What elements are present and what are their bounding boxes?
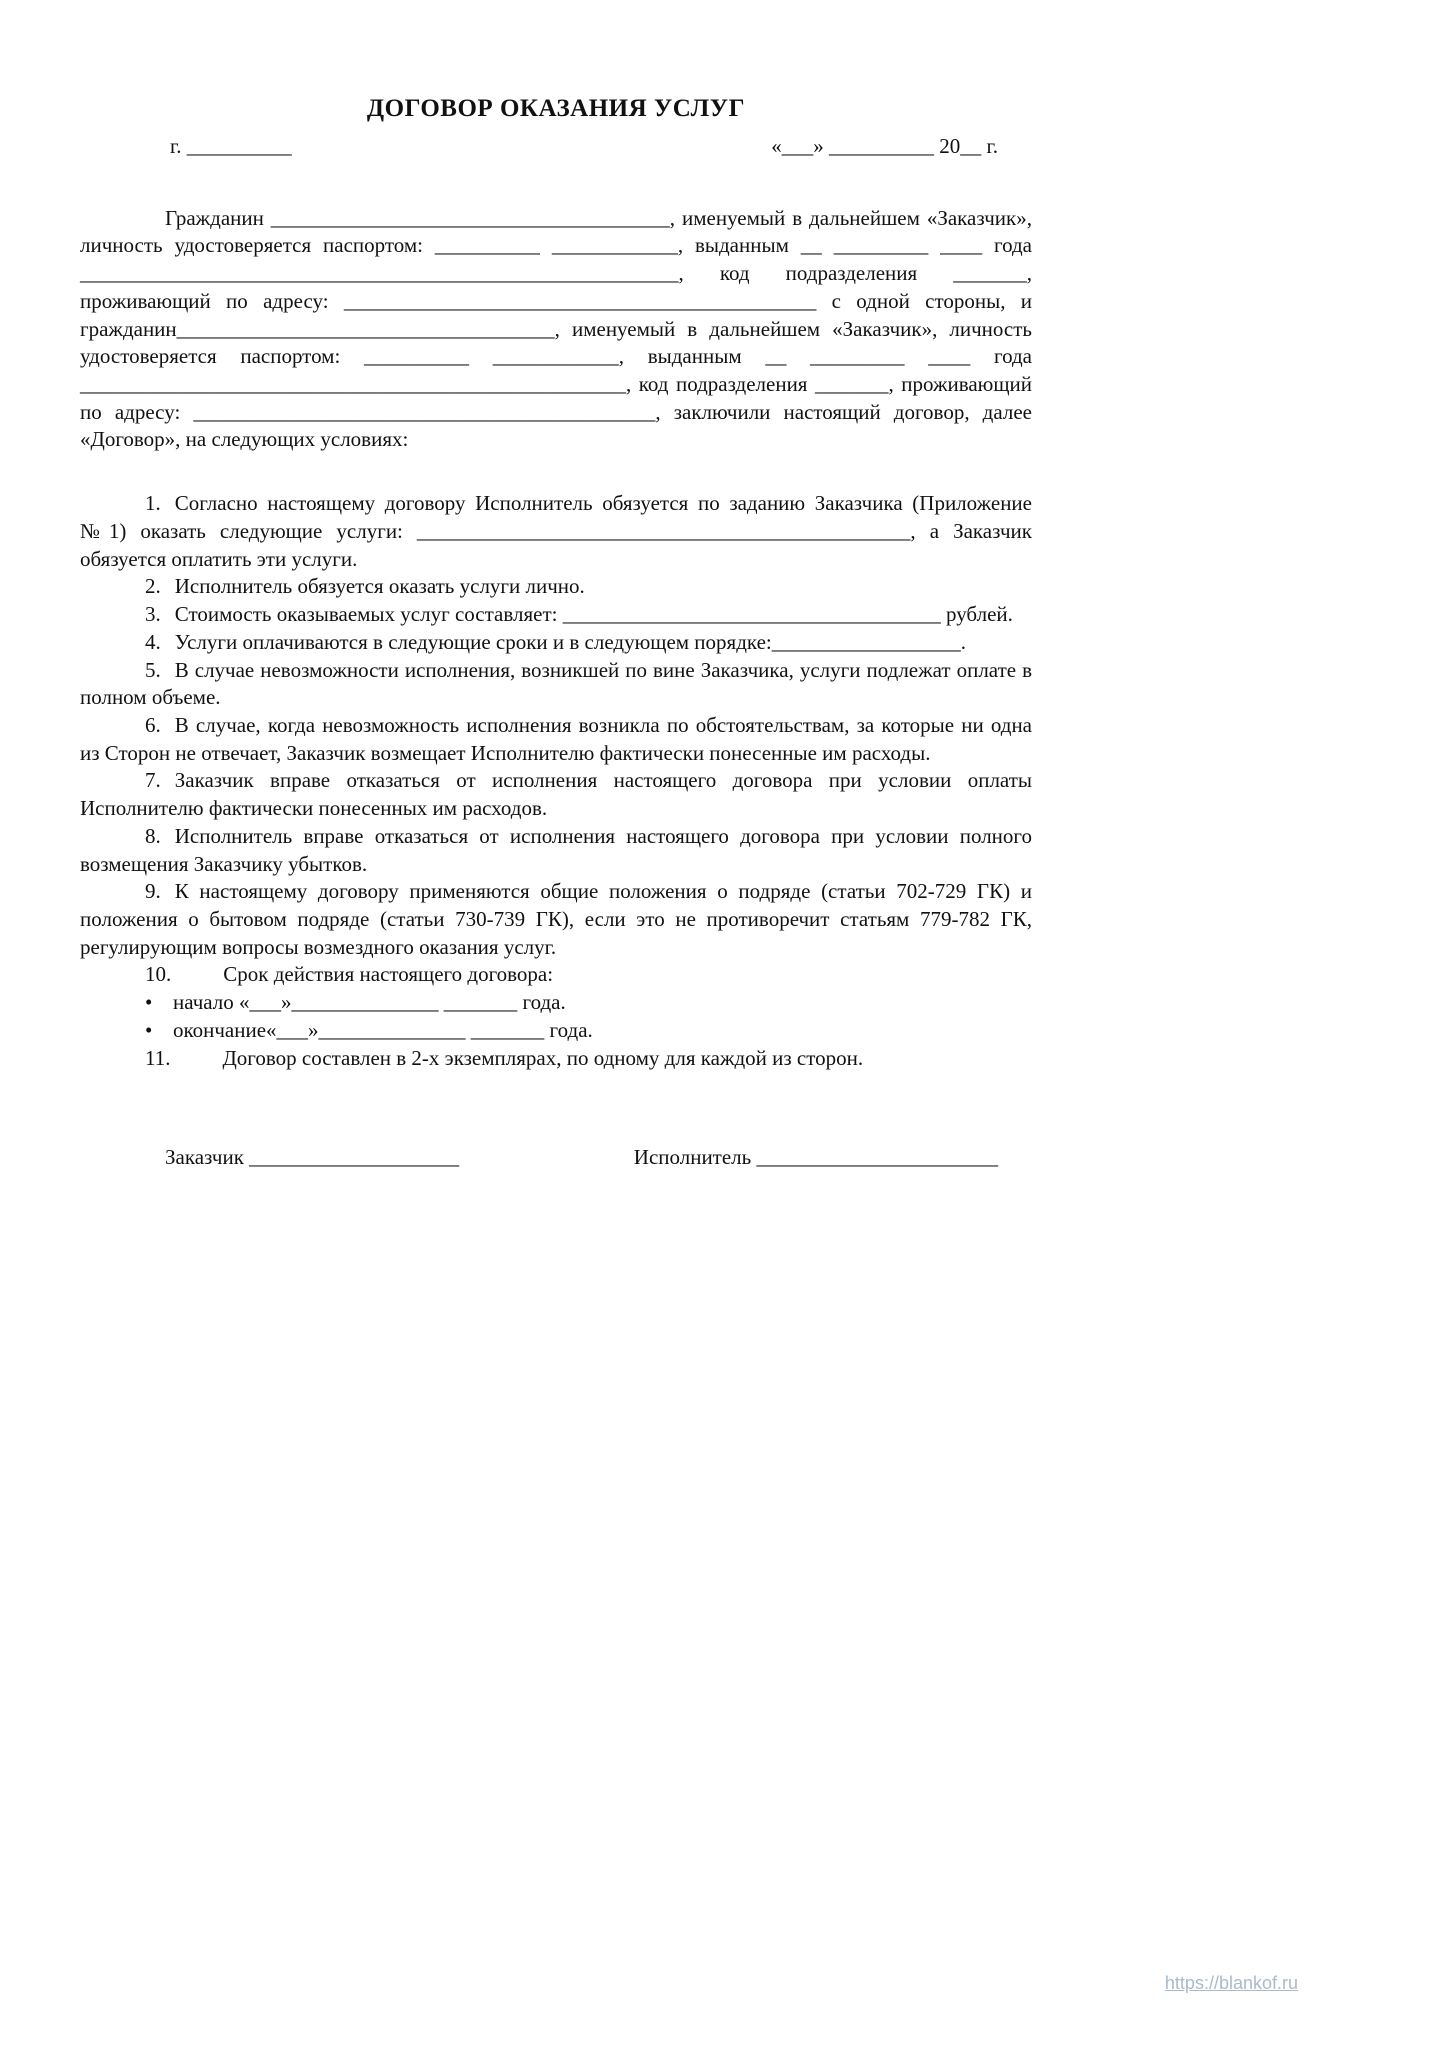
clause-1-text: Согласно настоящему договору Исполнитель обязуется по заданию Заказчика (Приложение №1) оказать следующие услуги: _______________________________________________, а Заказчик обязуется оплатить эти услуги.: [80, 491, 1032, 571]
clause-10: [80, 961, 1032, 989]
date-blank-line: «___» __________ 20__ г.: [771, 134, 998, 158]
clause-4-number: 4.: [145, 629, 161, 654]
clause-7-text: Заказчик вправе отказаться от исполнения настоящего договора при условии оплаты Исполнителю фактически понесенных им расходов.: [80, 768, 1032, 821]
contractor-signature-line: Исполнитель _______________________: [633, 1145, 998, 1170]
clause-8-text: Исполнитель вправе отказаться от исполнения настоящего договора при условии полного возмещения Заказчику убытков.: [80, 823, 1032, 876]
clause-11-text: Договор составлен в 2-х экземплярах, по одному для каждой из сторон.: [222, 1045, 864, 1070]
city-date-row: [80, 133, 1032, 161]
clause-6: [80, 712, 1032, 767]
clause-2: [80, 573, 1032, 601]
clause-1: [80, 490, 1032, 573]
signature-row: [80, 1144, 1032, 1172]
clause-6-number: 6.: [145, 712, 161, 737]
clause-8-number: 8.: [145, 823, 161, 848]
term-start-bullet: [145, 989, 1032, 1017]
clause-10-text: Срок действия настоящего договора:: [223, 962, 554, 987]
clause-5: [80, 657, 1032, 712]
clause-3-text: Стоимость оказываемых услуг составляет: ____________________________________ рублей.: [174, 602, 1013, 627]
clause-5-text: В случае невозможности исполнения, возникшей по вине Заказчика, услуги подлежат оплате в полном объеме.: [80, 657, 1032, 710]
clause-7-number: 7.: [145, 768, 161, 793]
clause-3: [80, 601, 1032, 629]
clause-4-text: Услуги оплачиваются в следующие сроки и в следующем порядке:__________________.: [174, 629, 966, 654]
customer-signature-line: Заказчик ____________________: [165, 1145, 460, 1170]
clause-6-text: В случае, когда невозможность исполнения возникла по обстоятельствам, за которые ни одна из Сторон не отвечает, Заказчик возмещает Исполнителю фактически понесенные им расходы.: [80, 712, 1032, 765]
document-content: [80, 92, 1032, 1172]
clause-5-number: 5.: [145, 657, 161, 682]
bullet-icon: •: [145, 990, 153, 1015]
clause-2-text: Исполнитель обязуется оказать услуги лично.: [174, 574, 585, 599]
clause-11-number: 11.: [145, 1045, 171, 1070]
clause-11: [80, 1045, 1032, 1073]
term-end-text: окончание«___»______________ _______ года.: [173, 1017, 593, 1042]
bullet-icon: •: [145, 1017, 153, 1042]
clause-8: [80, 823, 1032, 878]
city-blank-line: г. __________: [170, 134, 292, 158]
preamble-paragraph: Гражданин ______________________________________, именуемый в дальнейшем «Заказчик», личность удостоверяется паспортом: __________ ____________, выданным __ _________ ____ года _________________________________________________________, код подразделения _______, проживающий по адресу: _____________________________________________ с одной стороны, и гражданин____________________________________, именуемый в дальнейшем «Заказчик», личность удостоверяется паспортом: __________ ____________, выданным __ _________ ____ года ____________________________________________________, код подразделения _______, проживающий по адресу: ____________________________________________, заключили настоящий договор, далее «Договор», на следующих условиях:: [80, 205, 1032, 452]
document-title: ДОГОВОР ОКАЗАНИЯ УСЛУГ: [366, 95, 746, 122]
clause-4: [80, 629, 1032, 657]
clause-9: [80, 878, 1032, 961]
clause-10-number: 10.: [145, 962, 172, 987]
clause-9-text: К настоящему договору применяются общие положения о подряде (статьи 702-729 ГК) и положения о бытовом подряде (статьи 730-739 ГК), если это не противоречит статьям 779-782 ГК, регулирующим вопросы возмездного оказания услуг.: [80, 879, 1032, 959]
source-site-link[interactable]: https://blankof.ru: [1164, 1973, 1298, 1994]
term-start-text: начало «___»______________ _______ года.: [173, 990, 566, 1015]
clause-9-number: 9.: [145, 879, 161, 904]
term-end-bullet: [145, 1017, 1032, 1045]
clause-1-number: 1.: [145, 491, 161, 516]
clause-3-number: 3.: [145, 602, 161, 627]
clause-7: [80, 767, 1032, 822]
clause-2-number: 2.: [145, 574, 161, 599]
